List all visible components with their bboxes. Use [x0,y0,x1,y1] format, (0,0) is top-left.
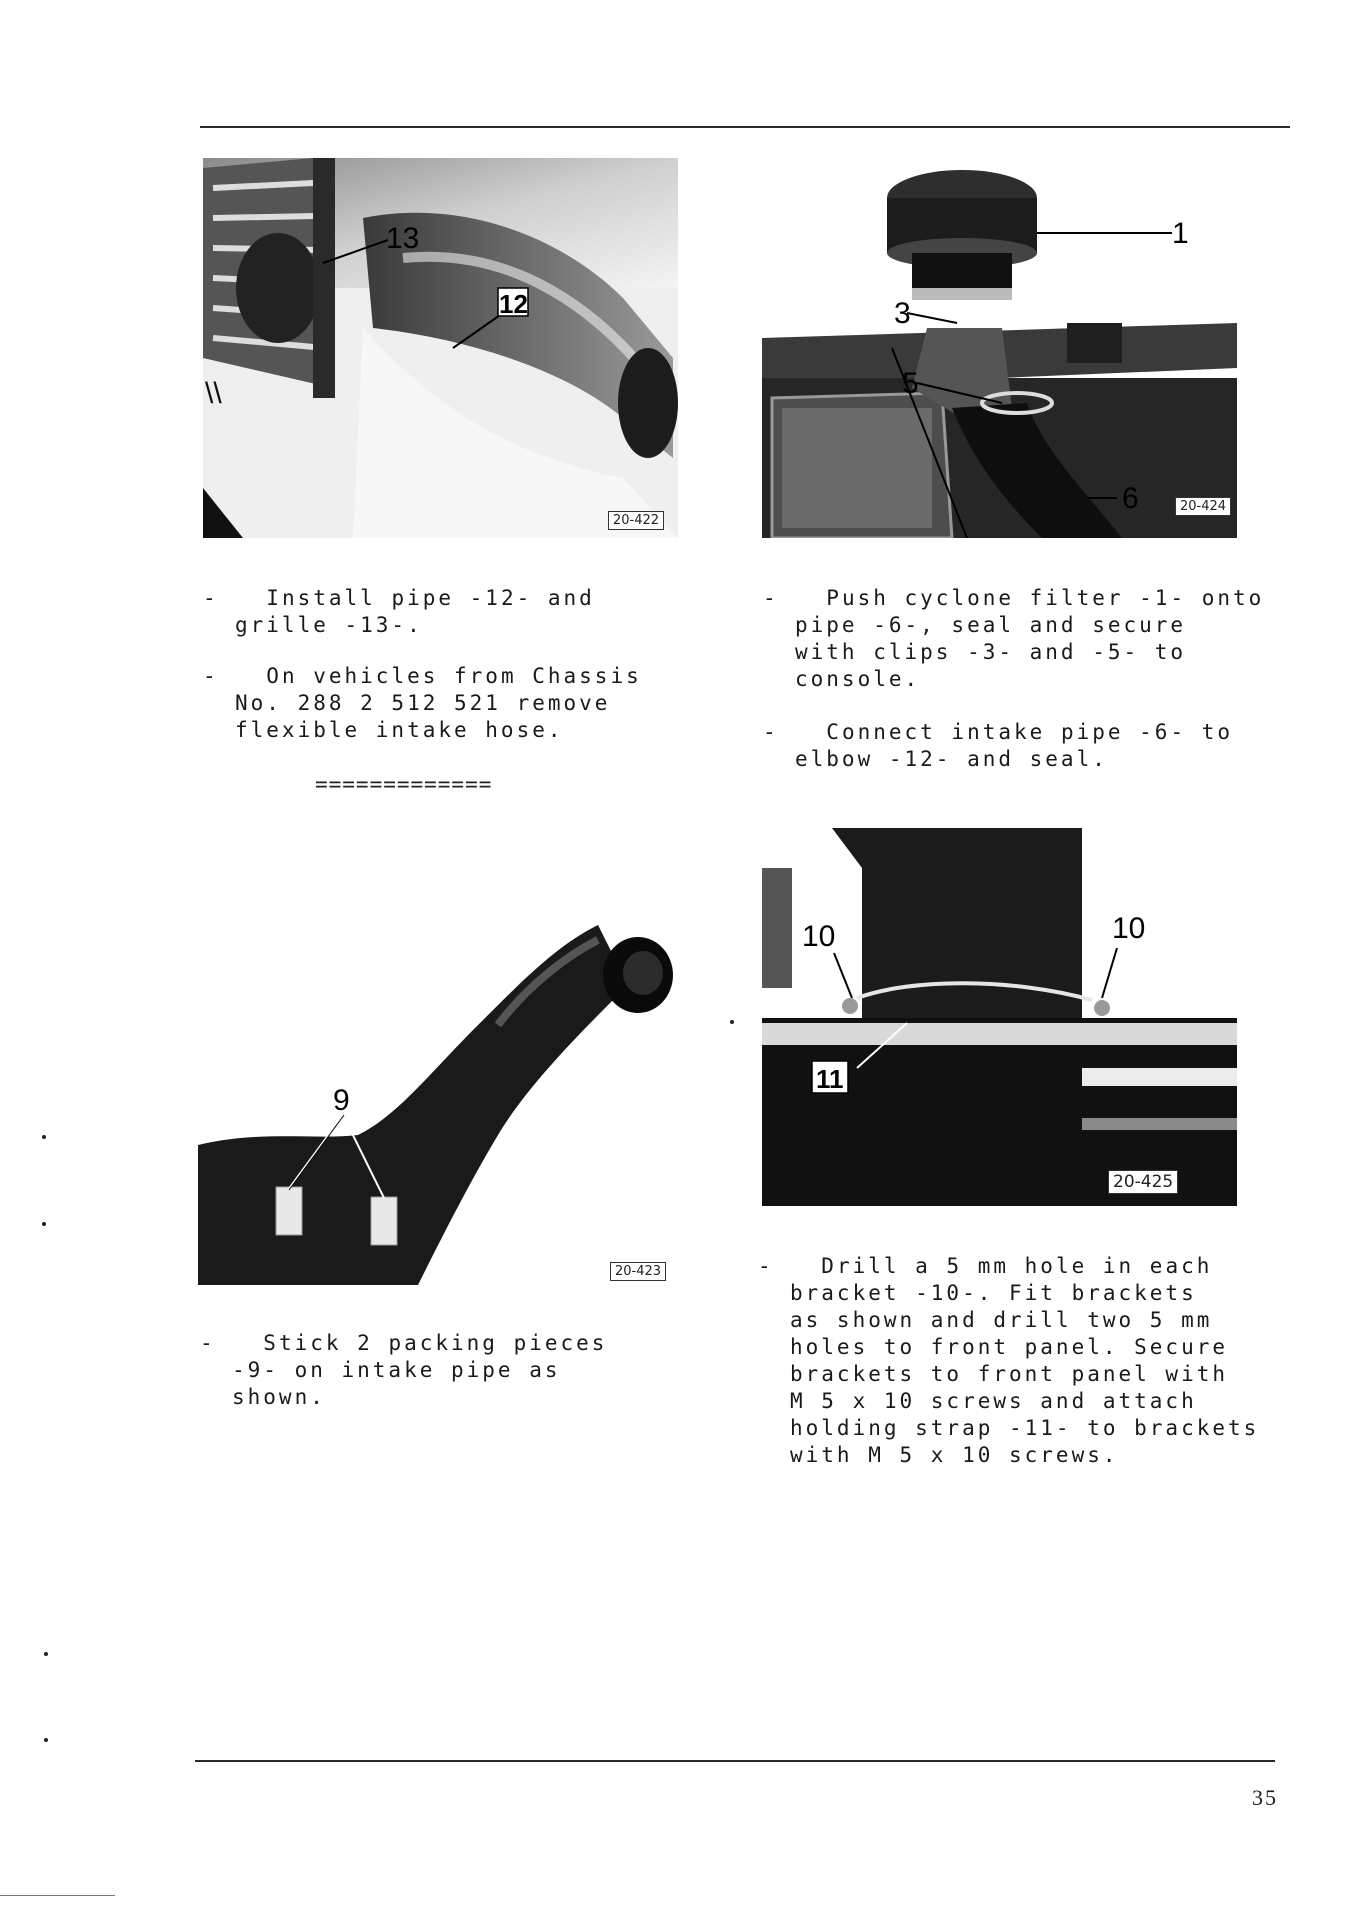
step-stick-packing-pieces [200,1303,608,1411]
margin-speck [42,1135,46,1139]
figure-id-20-425: 20-425 [1108,1170,1178,1194]
figure-brackets-strap-photo [762,828,1237,1206]
margin-speck [730,1020,734,1024]
margin-speck [44,1652,48,1656]
margin-speck [42,1222,46,1226]
figure-id-20-423: 20-423 [610,1262,666,1281]
section-separator: ============= [315,772,493,796]
callout-11: 11 [816,1064,844,1094]
figure-packing-pieces-photo [198,915,676,1285]
step-text: Install pipe -12- and grille -13-. [235,586,595,637]
step-text: Drill a 5 mm hole in each bracket -10-. Fit brackets as shown and drill two 5 mm holes to front panel. Secure brackets to front panel with M 5 x 10 screws and attach holding strap -11- to brackets with M 5 x 10 screws. [790,1254,1260,1467]
header-rule [200,126,1290,128]
page-number: 35 [1252,1785,1278,1810]
step-dash: - [763,586,779,610]
step-drill-brackets [758,1226,1260,1469]
callout-13: 13 [386,222,420,255]
step-dash: - [758,1254,774,1278]
footer-rule [195,1760,1275,1762]
callout-6: 6 [1122,482,1139,515]
step-dash: - [203,586,219,610]
step-dash: - [200,1331,216,1355]
callout-9: 9 [333,1084,350,1117]
callout-3: 3 [894,297,911,330]
svg-text:\\: \\ [205,377,222,410]
callout-1: 1 [1172,217,1189,250]
step-dash: - [203,664,219,688]
step-text: Push cyclone filter -1- onto pipe -6-, seal and secure with clips -3- and -5- to console. [795,586,1265,691]
step-dash: - [763,720,779,744]
step-push-cyclone-filter [763,558,1265,693]
step-text: Connect intake pipe -6- to elbow -12- and seal. [795,720,1234,771]
step-connect-intake-pipe [763,692,1234,773]
step-install-pipe [203,558,595,639]
callout-5: 5 [902,367,919,400]
figure-pipe-grille-photo [203,158,678,538]
callout-10-right: 10 [1112,912,1146,945]
figure-id-20-422: 20-422 [608,511,664,530]
scan-edge-mark [0,1895,115,1896]
callout-12: 12 [499,289,528,319]
step-text: On vehicles from Chassis No. 288 2 512 521 remove flexible intake hose. [235,664,642,742]
step-text: Stick 2 packing pieces -9- on intake pipe as shown. [232,1331,608,1409]
margin-speck [44,1738,48,1742]
step-remove-hose [203,636,642,744]
callout-10-left: 10 [802,920,836,953]
figure-cyclone-filter-photo [762,158,1237,538]
figure-id-20-424: 20-424 [1175,497,1231,516]
